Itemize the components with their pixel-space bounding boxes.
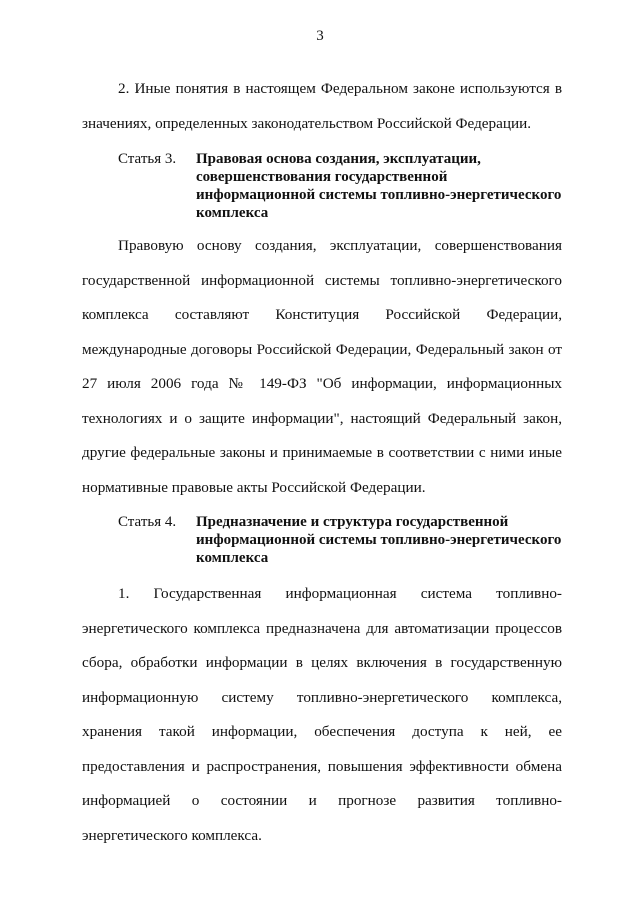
- article-3-number: Статья 3.: [118, 151, 177, 167]
- paragraph-2: [82, 229, 562, 505]
- page-number: 3: [316, 28, 324, 44]
- paragraph-3-text: 1. Государственная информационная система топливно-энергетического комплекса предназначена для автоматизации процессов сбора, обработки информации в целях включения в государственную информационную систему топливно-энергетического комплекса, хранения такой информации, обеспечения доступа к ней, ее предоставления и распространения, повышения эффективности обмена информацией о состоянии и прогнозе развития топливно-энергетического комплекса.: [82, 585, 562, 844]
- paragraph-3: [82, 577, 562, 853]
- article-4-title: Предназначение и структура государственной информационной системы топливно-энергетического комплекса: [196, 514, 562, 566]
- paragraph-1-text: 2. Иные понятия в настоящем Федеральном законе используются в значениях, определенных законодательством Российской Федерации.: [82, 80, 562, 132]
- article-3-title: Правовая основа создания, эксплуатации, совершенствования государственной информационной системы топливно-энергетического комплекса: [196, 151, 562, 221]
- paragraph-1: [82, 72, 562, 141]
- article-4-number: Статья 4.: [118, 514, 177, 530]
- paragraph-2-text: Правовую основу создания, эксплуатации, совершенствования государственной информационной системы топливно-энергетического комплекса составляют Конституция Российской Федерации, международные договоры Российской Федерации, Федеральный закон от 27 июля 2006 года № 149-ФЗ "Об информации, информационных технологиях и о защите информации", настоящий Федеральный закон, другие федеральные законы и принимаемые в соответствии с ними иные нормативные правовые акты Российской Федерации.: [82, 237, 562, 496]
